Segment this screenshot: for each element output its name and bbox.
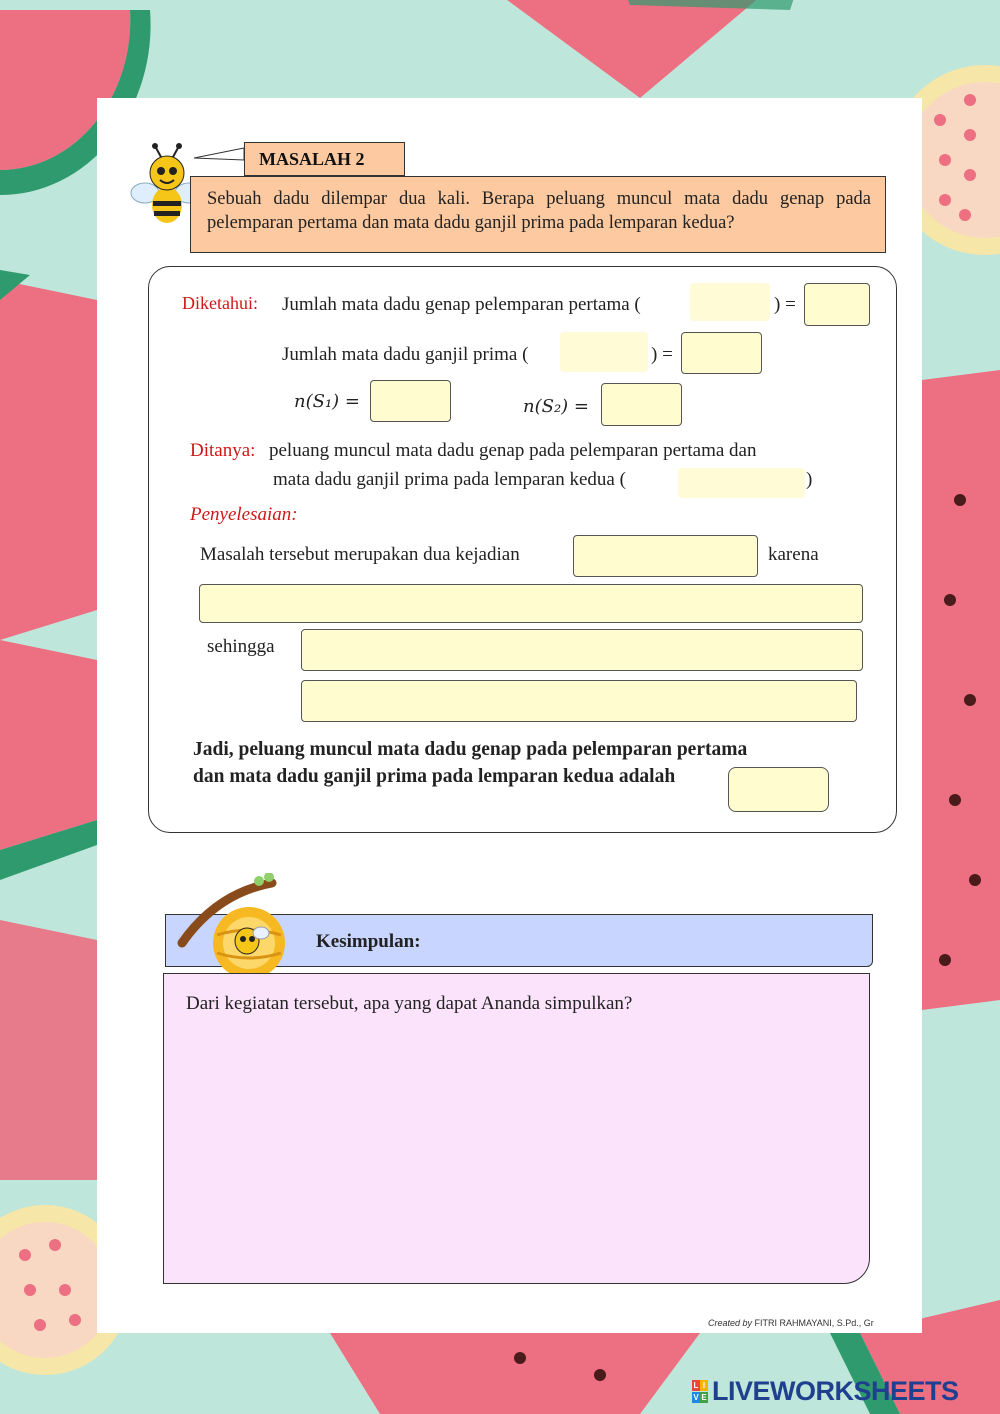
worksheet-page — [97, 98, 922, 1333]
ns2-label: n(S₂) = — [523, 396, 589, 417]
answer-input[interactable] — [728, 767, 829, 812]
known-line2-text: Jumlah mata dadu ganjil prima ( — [282, 344, 529, 365]
liveworksheets-brand-name: LIVEWORKSHEETS — [712, 1376, 959, 1406]
solution-heading: Penyelesaian: — [190, 504, 298, 525]
footer-credit — [708, 1318, 874, 1328]
event-type-input[interactable] — [573, 535, 758, 577]
calculation-input[interactable] — [301, 680, 857, 722]
footer-author: FITRI RAHMAYANI, S.Pd., Gr — [754, 1318, 874, 1328]
honey-bee-icon — [177, 873, 297, 983]
problem-label: MASALAH 2 — [244, 142, 405, 176]
footer-created-by: Created by — [708, 1318, 753, 1328]
solution-sentence: Masalah tersebut merupakan dua kejadian — [200, 544, 520, 565]
conclusion-line1: Jadi, peluang muncul mata dadu genap pada pelemparan pertama — [193, 739, 748, 760]
liveworksheets-logo[interactable] — [692, 1376, 992, 1408]
formula-input[interactable] — [301, 629, 863, 671]
even-count-input[interactable] — [804, 283, 870, 326]
even-notation-input[interactable] — [690, 283, 770, 321]
summary-title: Kesimpulan: — [316, 931, 421, 952]
logo-letter: V — [693, 1393, 699, 1402]
ns1-input[interactable] — [370, 380, 451, 422]
asked-heading: Ditanya: — [190, 440, 256, 461]
logo-letter: L — [693, 1381, 699, 1390]
so-label: sehingga — [207, 636, 275, 657]
because-label: karena — [768, 544, 819, 565]
odd-prime-count-input[interactable] — [681, 332, 762, 374]
known-heading: Diketahui: — [182, 293, 258, 313]
odd-prime-notation-input[interactable] — [560, 332, 648, 372]
logo-letter: I — [700, 1380, 708, 1391]
liveworksheets-logo-icon — [692, 1380, 708, 1404]
asked-line2-text: mata dadu ganjil prima pada lemparan kedua ( — [273, 469, 626, 490]
summary-prompt: Dari kegiatan tersebut, apa yang dapat Ananda simpulkan? — [186, 993, 633, 1014]
asked-line2-close: ) — [806, 469, 813, 490]
asked-notation-input[interactable] — [678, 468, 805, 498]
conclusion-line2: dan mata dadu ganjil prima pada lemparan kedua adalah — [193, 766, 676, 787]
known-line2-close: ) = — [651, 344, 673, 365]
ns1-label: n(S₁) = — [294, 391, 360, 412]
asked-line1: peluang muncul mata dadu genap pada pelemparan pertama dan — [269, 440, 757, 461]
ns2-input[interactable] — [601, 383, 682, 426]
reason-input[interactable] — [199, 584, 863, 623]
speech-pointer — [194, 144, 246, 164]
summary-answer-area[interactable] — [182, 1033, 852, 1268]
known-line1-text: Jumlah mata dadu genap pelemparan pertama ( — [282, 294, 641, 315]
known-line1-close: ) = — [774, 294, 796, 315]
problem-question: Sebuah dadu dilempar dua kali. Berapa peluang muncul mata dadu genap pada pelemparan pertama dan mata dadu ganjil prima pada lemparan kedua? — [190, 176, 886, 253]
logo-letter: E — [701, 1393, 707, 1402]
